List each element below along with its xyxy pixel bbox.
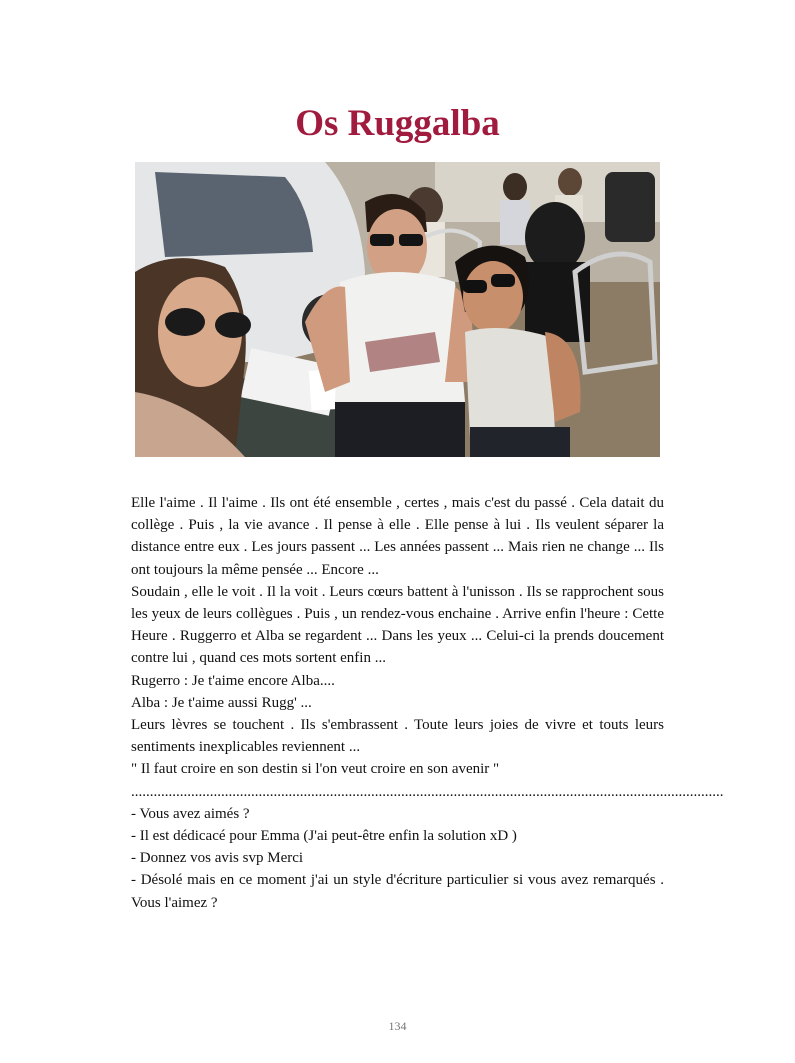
note-3: - Donnez vos avis svp Merci — [131, 850, 304, 867]
friends-photo — [135, 162, 660, 457]
note-1: - Vous avez aimés ? — [131, 805, 250, 822]
dialogue-alba: Alba : Je t'aime aussi Rugg' ... — [131, 694, 312, 711]
quote: " Il faut croire en son destin si l'on veut croire en son avenir " — [131, 761, 500, 778]
note-4: - Désolé mais en ce moment j'ai un style d'écriture particulier si vous avez remarqués . Vous l'aimez ? — [131, 872, 664, 911]
page-title: Os Ruggalba — [295, 103, 500, 144]
story-text — [131, 492, 724, 914]
paragraph-2: Soudain , elle le voit . Il la voit . Leurs cœurs battent à l'unisson . Ils se rapprochent sous les yeux de leurs collègues . Puis , un rendez-vous enchaine . Arrive enfin l'heure : Cette Heure . Ruggerro et Alba se regardent ... Dans les yeux ... Celui-ci la prends doucement contre lui , quand ces mots sortent enfin ... — [131, 583, 664, 667]
paragraph-3: Leurs lèvres se touchent . Ils s'embrassent . Toute leurs joies de vivre et touts leurs sentiments inexplicables reviennent ... — [131, 717, 664, 756]
dialogue-rugerro: Rugerro : Je t'aime encore Alba.... — [131, 672, 335, 689]
paragraph-1: Elle l'aime . Il l'aime . Ils ont été ensemble , certes , mais c'est du passé . Cela datait du collège . Puis , la vie avance . Il pense à elle . Elle pense à lui . Ils veulent séparer la distance entre eux . Les jours passent ... Les années passent ... Mais rien ne change ... Ils ont toujours la même pensée ... Encore ... — [131, 495, 664, 578]
note-2: - Il est dédicacé pour Emma (J'ai peut-être enfin la solution xD ) — [131, 828, 517, 845]
separator-dots: .............................................................................................................................................................. — [131, 783, 724, 800]
page-number: 134 — [388, 1019, 407, 1033]
